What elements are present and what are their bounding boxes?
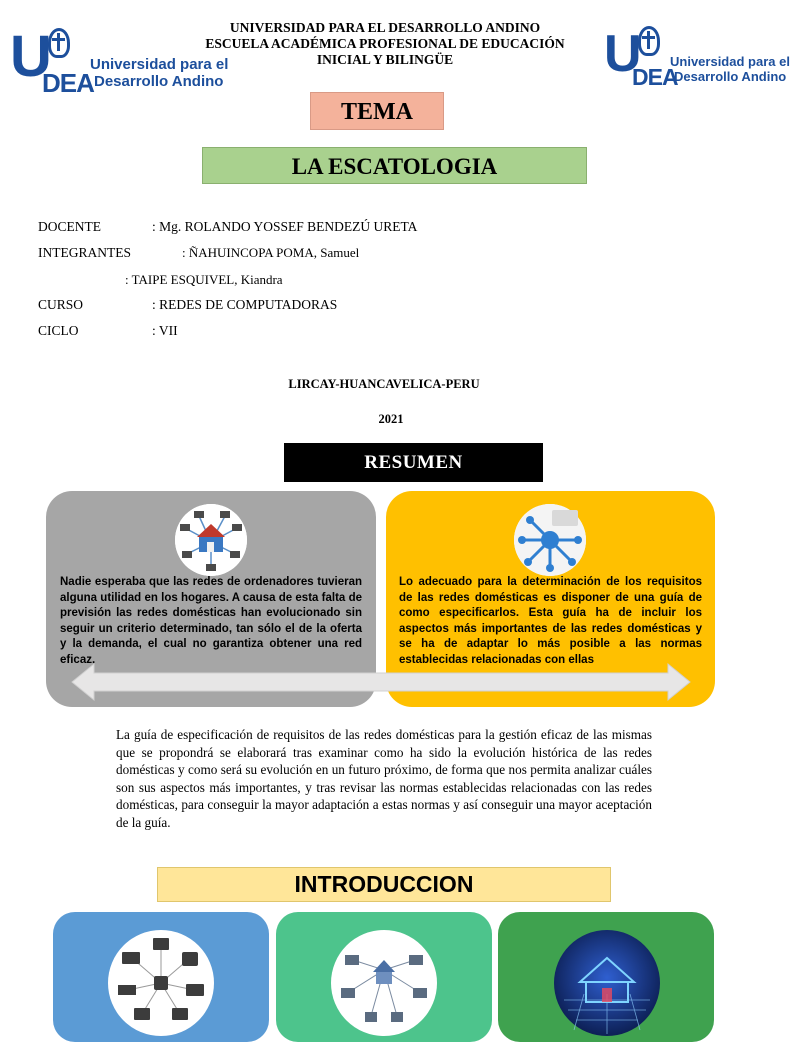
logo-mark-dea: DEA — [632, 64, 678, 90]
resumen-heading: RESUMEN — [284, 443, 543, 482]
home-network-icon — [331, 930, 437, 1036]
integrante-2: : TAIPE ESQUIVEL, Kiandra — [125, 272, 283, 287]
university-header — [180, 20, 590, 68]
location: LIRCAY-HUANCAVELICA-PERU — [288, 377, 480, 391]
page-title: LA ESCATOLOGIA — [202, 147, 587, 184]
intro-card-home-network — [276, 912, 492, 1042]
school-name-cont: INICIAL Y BILINGÜE — [316, 52, 454, 67]
curso-value: : REDES DE COMPUTADORAS — [152, 297, 338, 312]
double-arrow-icon — [72, 664, 690, 700]
curso-label: CURSO — [38, 297, 84, 312]
logo-left — [10, 22, 229, 108]
logo-right — [604, 22, 790, 108]
resumen-right-text: Lo adecuado para la determinación de los requisitos de las redes domésticas es disponer de una guía de como especificarlos. Esta guía ha de incluir los aspectos más importantes de las redes domésticas y se ha de adaptar lo más posible a las normas establecidas relacionadas con ellas — [399, 576, 702, 666]
docente-value: : Mg. ROLANDO YOSSEF BENDEZÚ URETA — [152, 219, 418, 234]
integrante-1: : ÑAHUINCOPA POMA, Samuel — [182, 245, 360, 260]
logo-mark-u: U — [604, 25, 642, 83]
year: 2021 — [378, 412, 404, 426]
tema-label: TEMA — [310, 92, 444, 130]
body-paragraph: La guía de especificación de requisitos de las redes domésticas para la gestión eficaz de las mismas que se propondrá se elaborará tras examinar como ha sido la evolución histórica de las redes domésticas y como será su evolución en un futuro próximo, de forma que nos permita analizar cuáles son sus aspectos más importantes, y tras revisar las normas establecidas relacionadas con las redes domésticas, para conseguir la mayor adaptación a estas normas y así conseguir una mayor aceptación de la guía. — [116, 727, 652, 830]
digital-house-icon — [554, 930, 660, 1036]
school-name: ESCUELA ACADÉMICA PROFESIONAL DE EDUCACIÓN — [205, 36, 565, 51]
logo-name-line1: Universidad para el — [670, 54, 790, 69]
house-network-icon — [175, 504, 247, 576]
intro-card-digital — [498, 912, 714, 1042]
logo-mark-u: U — [10, 24, 52, 89]
docente-label: DOCENTE — [38, 219, 101, 234]
logo-name-line1: Universidad para el — [90, 56, 229, 73]
logo-cross-icon — [48, 28, 70, 58]
logo-name-line2: Desarrollo Andino — [674, 69, 787, 84]
intro-card-devices — [53, 912, 269, 1042]
logo-mark-dea: DEA — [42, 68, 94, 98]
ciclo-label: CICLO — [38, 323, 79, 338]
logo-name — [670, 54, 790, 84]
network-hub-icon — [514, 504, 586, 576]
ciclo-value: : VII — [152, 323, 178, 338]
logo-cross-icon — [638, 26, 660, 56]
resumen-left-text: Nadie esperaba que las redes de ordenadores tuvieran alguna utilidad en los hogares. A causa de esta falta de previsión las redes domésticas han evolucionado sin seguir un criterio determinado, tan sólo el de la oferta y la demanda, el cual no garantiza obtener una red eficaz. — [60, 576, 362, 666]
intro-heading: INTRODUCCION — [157, 867, 611, 902]
connected-devices-icon — [108, 930, 214, 1036]
integrantes-label: INTEGRANTES — [38, 245, 131, 260]
university-name: UNIVERSIDAD PARA EL DESARROLLO ANDINO — [229, 20, 541, 35]
logo-name-line2: Desarrollo Andino — [94, 73, 224, 90]
